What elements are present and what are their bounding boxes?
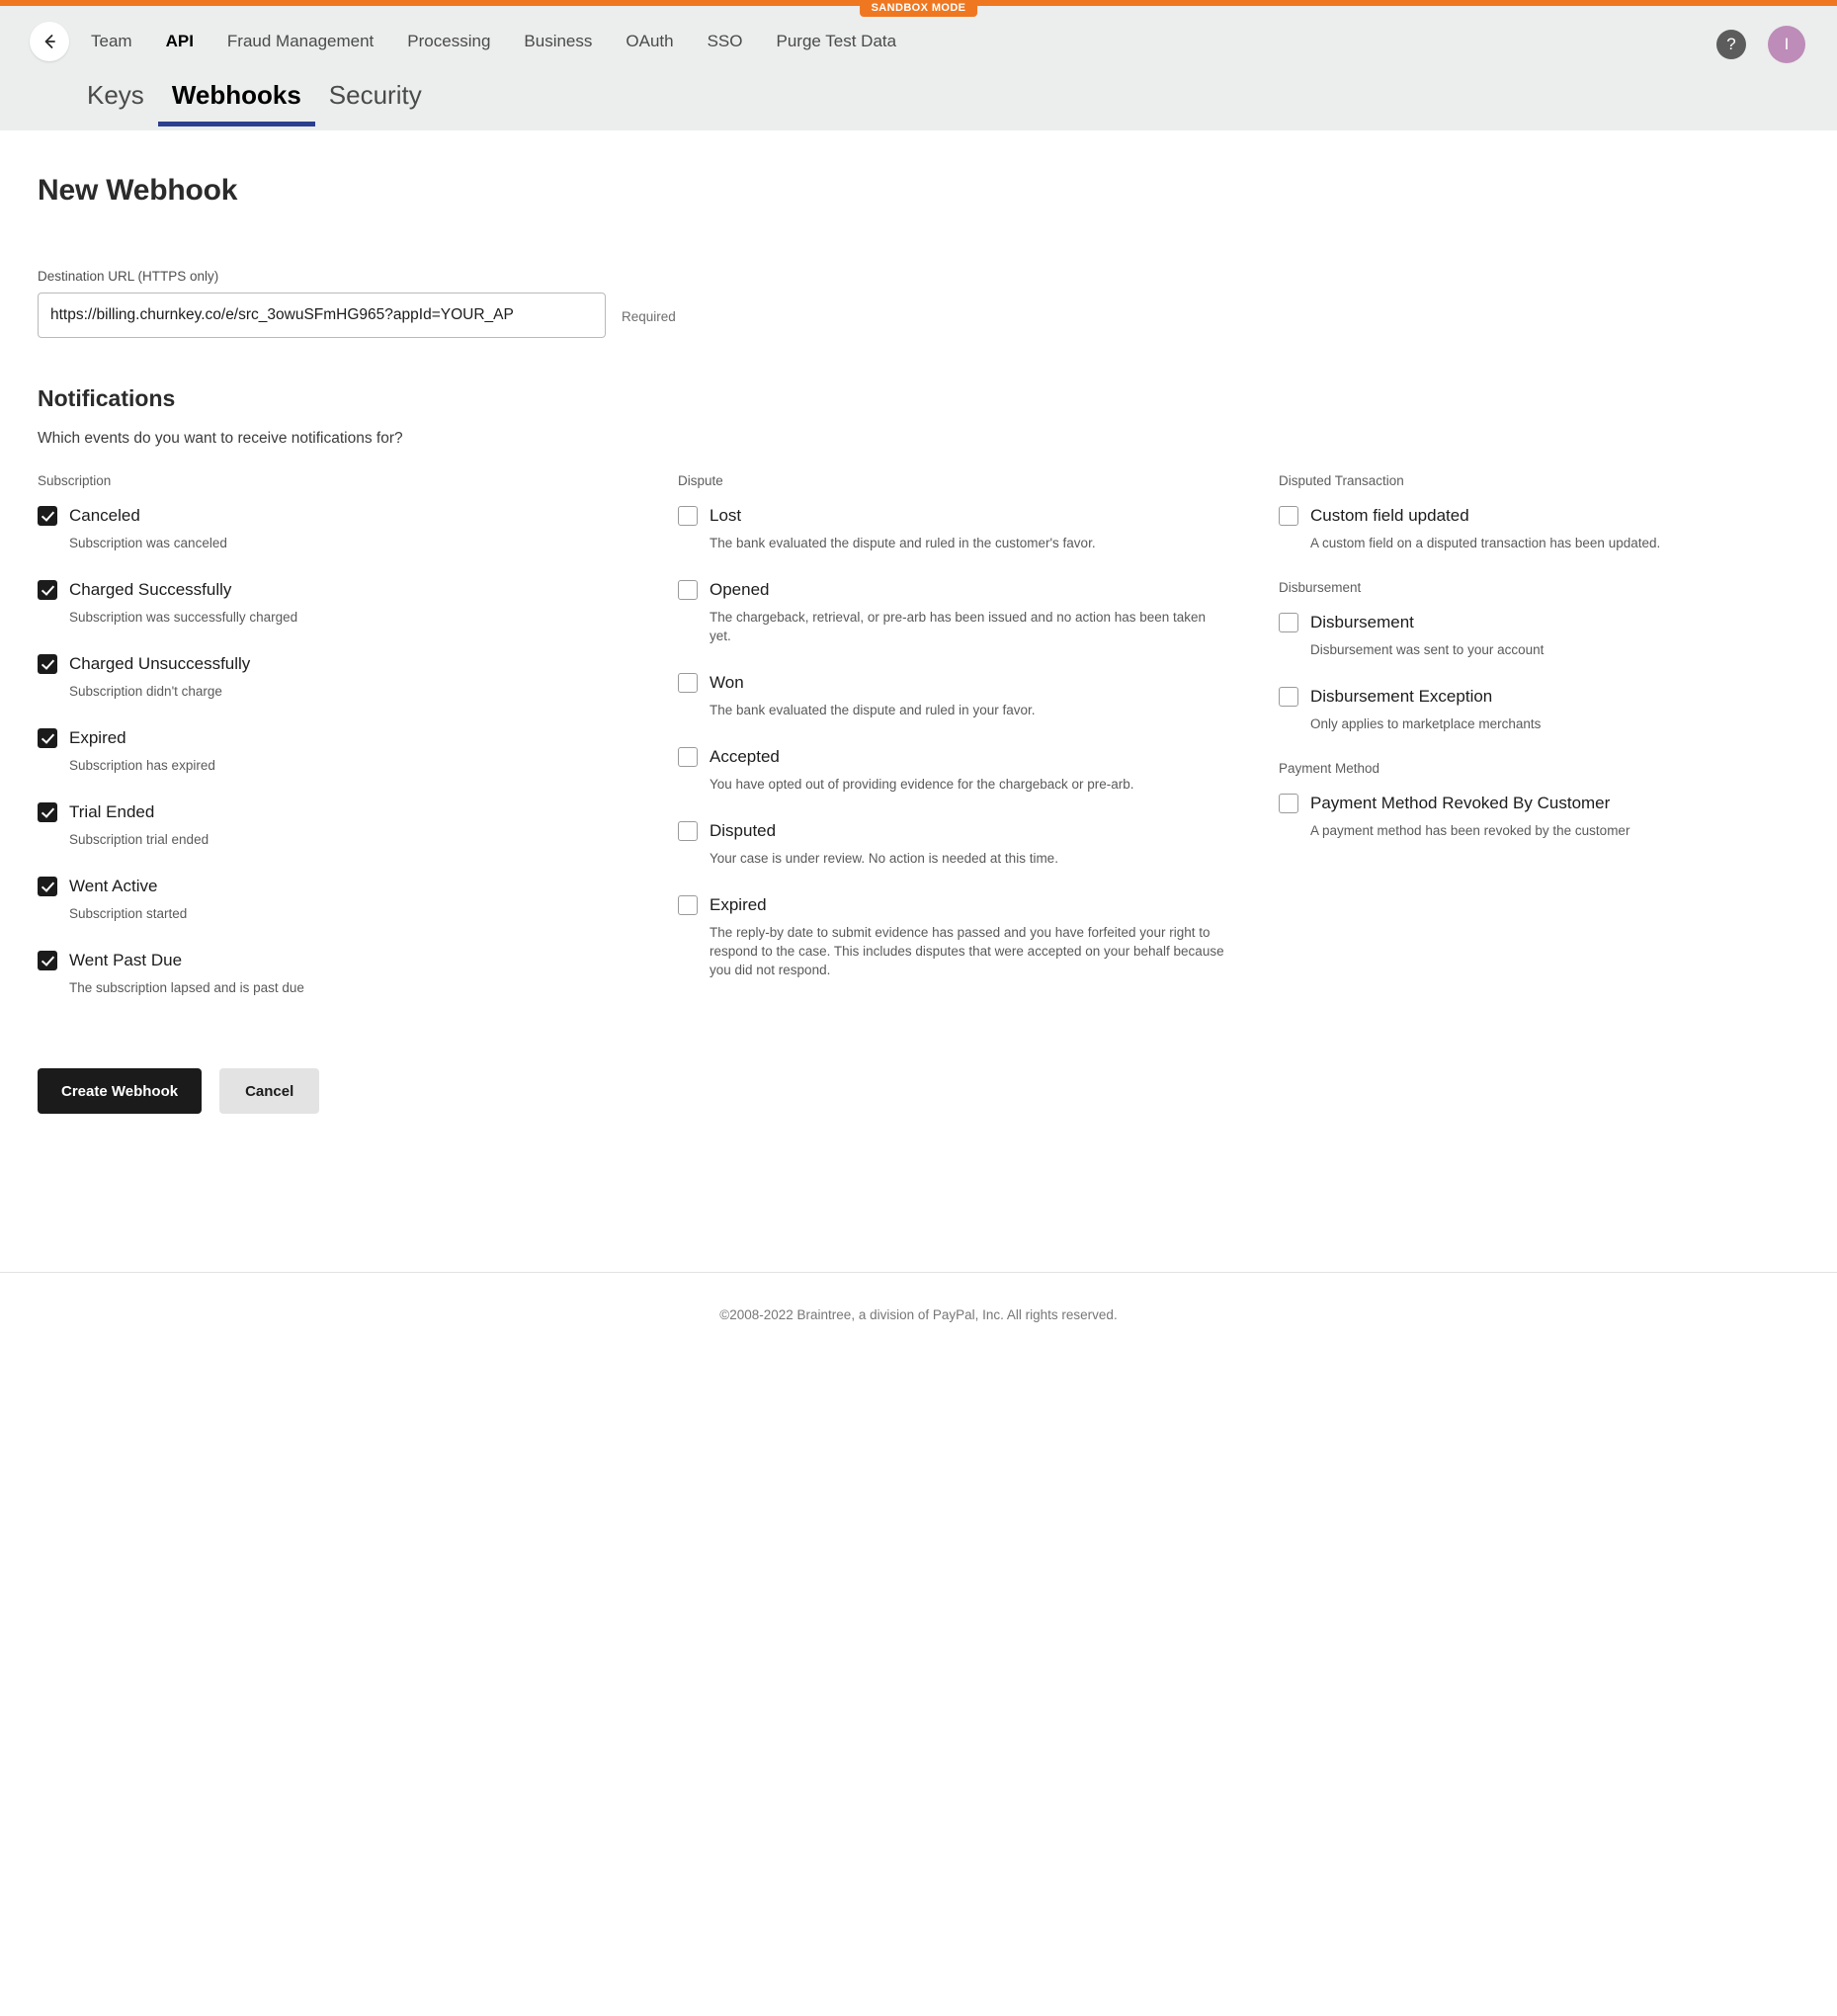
app-header: [0, 6, 1837, 130]
checkbox-dispute-opened[interactable]: [678, 580, 698, 600]
checkbox-desc-dispute-opened: The chargeback, retrieval, or pre-arb has been issued and no action has been taken yet.: [710, 610, 1207, 643]
copyright-text: ©2008-2022 Braintree, a division of PayPal, Inc. All rights reserved.: [719, 1307, 1118, 1322]
checkbox-dispute-disputed[interactable]: [678, 821, 698, 841]
checkbox-payment-method-revoked[interactable]: [1279, 794, 1298, 813]
checkbox-expired[interactable]: [38, 728, 57, 748]
checkbox-label-dispute-expired[interactable]: Expired: [710, 895, 767, 914]
checkbox-row-trial-ended[interactable]: [38, 800, 638, 824]
group-label-disbursement: Disbursement: [1279, 580, 1362, 595]
nav-link-api[interactable]: API: [165, 32, 194, 50]
nav-link-oauth[interactable]: OAuth: [626, 32, 674, 50]
section-tabs: [0, 61, 1837, 126]
checkbox-row-dispute-opened[interactable]: [678, 578, 1239, 602]
checkbox-row-charged-unsuccessfully[interactable]: [38, 652, 638, 676]
checkbox-desc-trial-ended: Subscription trial ended: [69, 832, 209, 847]
checkbox-label-went-past-due[interactable]: Went Past Due: [69, 951, 183, 969]
checkbox-label-charged-successfully[interactable]: Charged Successfully: [69, 580, 232, 599]
checkbox-canceled[interactable]: [38, 506, 57, 526]
group-dispute: [678, 473, 1239, 979]
column-subscription: [38, 473, 638, 1023]
checkbox-disbursement[interactable]: [1279, 613, 1298, 632]
checkbox-desc-dispute-disputed: Your case is under review. No action is needed at this time.: [710, 851, 1058, 866]
group-subscription: [38, 473, 638, 997]
checkbox-desc-went-past-due: The subscription lapsed and is past due: [69, 980, 304, 995]
avatar[interactable]: I: [1768, 26, 1805, 63]
checkbox-desc-charged-successfully: Subscription was successfully charged: [69, 610, 298, 625]
checkbox-label-trial-ended[interactable]: Trial Ended: [69, 802, 155, 821]
column-dispute: [638, 473, 1239, 1023]
main-content: [0, 130, 1837, 1124]
checkbox-row-dispute-expired[interactable]: [678, 893, 1239, 917]
form-actions: [38, 1068, 1799, 1124]
group-payment-method: [1279, 761, 1837, 840]
destination-url-row: [38, 293, 1799, 338]
group-disbursement: [1279, 580, 1837, 733]
checkbox-label-custom-field-updated[interactable]: Custom field updated: [1310, 506, 1469, 525]
checkbox-desc-custom-field-updated: A custom field on a disputed transaction has been updated.: [1310, 536, 1661, 550]
checkbox-row-expired[interactable]: [38, 726, 638, 750]
checkbox-row-went-active[interactable]: [38, 875, 638, 898]
checkbox-row-dispute-lost[interactable]: [678, 504, 1239, 528]
checkbox-label-dispute-won[interactable]: Won: [710, 673, 744, 692]
checkbox-dispute-expired[interactable]: [678, 895, 698, 915]
header-actions: [1716, 26, 1805, 63]
nav-link-sso[interactable]: SSO: [707, 32, 743, 50]
checkbox-label-went-active[interactable]: Went Active: [69, 877, 158, 895]
checkbox-label-charged-unsuccessfully[interactable]: Charged Unsuccessfully: [69, 654, 251, 673]
tab-keys[interactable]: Keys: [87, 80, 144, 110]
checkbox-row-custom-field-updated[interactable]: [1279, 504, 1837, 528]
nav-link-business[interactable]: Business: [524, 32, 593, 50]
checkbox-row-disbursement-exception[interactable]: [1279, 685, 1837, 709]
checkbox-label-canceled[interactable]: Canceled: [69, 506, 140, 525]
checkbox-charged-unsuccessfully[interactable]: [38, 654, 57, 674]
destination-url-label: Destination URL (HTTPS only): [38, 269, 219, 284]
checkbox-desc-dispute-accepted: You have opted out of providing evidence for the chargeback or pre-arb.: [710, 777, 1134, 792]
checkbox-row-dispute-disputed[interactable]: [678, 819, 1239, 843]
sandbox-mode-badge: SANDBOX MODE: [860, 0, 978, 17]
column-other: [1239, 473, 1837, 1023]
checkbox-label-dispute-lost[interactable]: Lost: [710, 506, 742, 525]
checkbox-label-expired[interactable]: Expired: [69, 728, 126, 747]
checkbox-desc-went-active: Subscription started: [69, 906, 188, 921]
tab-security[interactable]: Security: [328, 80, 422, 110]
checkbox-desc-dispute-lost: The bank evaluated the dispute and ruled in the customer's favor.: [710, 536, 1096, 550]
checkbox-desc-payment-method-revoked: A payment method has been revoked by the customer: [1310, 823, 1630, 838]
checkbox-desc-expired: Subscription has expired: [69, 758, 215, 773]
checkbox-desc-disbursement: Disbursement was sent to your account: [1310, 642, 1545, 657]
checkbox-dispute-lost[interactable]: [678, 506, 698, 526]
nav-link-purge-test-data[interactable]: Purge Test Data: [776, 32, 897, 50]
cancel-button[interactable]: Cancel: [219, 1068, 319, 1114]
checkbox-desc-canceled: Subscription was canceled: [69, 536, 227, 550]
checkbox-label-payment-method-revoked[interactable]: Payment Method Revoked By Customer: [1310, 794, 1611, 812]
tab-webhooks[interactable]: Webhooks: [158, 80, 315, 126]
notifications-title: Notifications: [38, 385, 176, 411]
group-label-payment-method: Payment Method: [1279, 761, 1380, 776]
nav-link-list: [91, 32, 913, 51]
checkbox-desc-dispute-expired: The reply-by date to submit evidence has passed and you have forfeited your right to respond to the case. This includes disputes that were accepted on your behalf because you did not respond.: [710, 925, 1224, 977]
checkbox-row-canceled[interactable]: [38, 504, 638, 528]
checkbox-row-disbursement[interactable]: [1279, 611, 1837, 634]
group-label-disputed-transaction: Disputed Transaction: [1279, 473, 1404, 488]
checkbox-dispute-won[interactable]: [678, 673, 698, 693]
checkbox-row-charged-successfully[interactable]: [38, 578, 638, 602]
page-footer: [0, 1272, 1837, 1358]
checkbox-went-active[interactable]: [38, 877, 57, 896]
checkbox-row-went-past-due[interactable]: [38, 949, 638, 972]
checkbox-desc-disbursement-exception: Only applies to marketplace merchants: [1310, 716, 1542, 731]
checkbox-label-dispute-accepted[interactable]: Accepted: [710, 747, 780, 766]
help-icon[interactable]: ?: [1716, 30, 1746, 59]
back-button[interactable]: [30, 22, 69, 61]
checkbox-row-payment-method-revoked[interactable]: [1279, 792, 1837, 815]
checkbox-row-dispute-accepted[interactable]: [678, 745, 1239, 769]
checkbox-desc-dispute-won: The bank evaluated the dispute and ruled in your favor.: [710, 703, 1036, 717]
checkbox-label-disbursement-exception[interactable]: Disbursement Exception: [1310, 687, 1493, 706]
checkbox-disbursement-exception[interactable]: [1279, 687, 1298, 707]
checkbox-row-dispute-won[interactable]: [678, 671, 1239, 695]
nav-link-fraud-management[interactable]: Fraud Management: [226, 32, 375, 50]
group-disputed-transaction: [1279, 473, 1837, 552]
checkbox-label-dispute-disputed[interactable]: Disputed: [710, 821, 777, 840]
create-webhook-button[interactable]: Create Webhook: [38, 1068, 202, 1114]
checkbox-went-past-due[interactable]: [38, 951, 57, 970]
group-label-subscription: Subscription: [38, 473, 112, 488]
group-label-dispute: Dispute: [678, 473, 723, 488]
checkbox-dispute-accepted[interactable]: [678, 747, 698, 767]
nav-link-team[interactable]: Team: [91, 32, 132, 50]
required-note: Required: [622, 308, 676, 324]
checkbox-custom-field-updated[interactable]: [1279, 506, 1298, 526]
nav-link-processing[interactable]: Processing: [407, 32, 491, 50]
checkbox-label-dispute-opened[interactable]: Opened: [710, 580, 770, 599]
notifications-subtitle: Which events do you want to receive notifications for?: [38, 430, 403, 447]
arrow-left-icon: [40, 32, 59, 51]
checkbox-trial-ended[interactable]: [38, 802, 57, 822]
notifications-columns: [38, 473, 1799, 1023]
checkbox-charged-successfully[interactable]: [38, 580, 57, 600]
checkbox-desc-charged-unsuccessfully: Subscription didn't charge: [69, 684, 222, 699]
page-title: New Webhook: [38, 174, 238, 207]
destination-url-input[interactable]: [38, 293, 606, 338]
checkbox-label-disbursement[interactable]: Disbursement: [1310, 613, 1414, 631]
